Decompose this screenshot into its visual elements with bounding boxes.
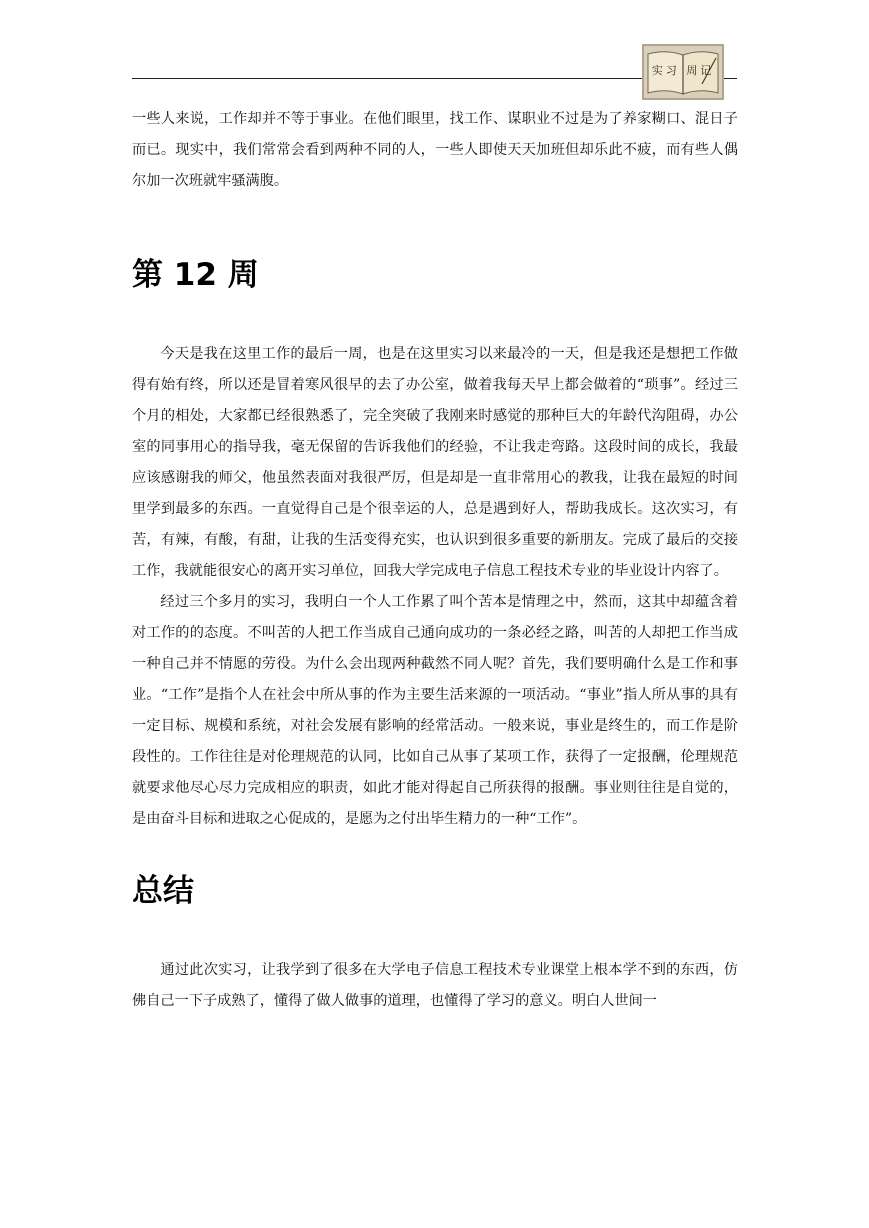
logo-text: 实习 周记 <box>651 64 715 77</box>
section-heading-summary: 总结 <box>132 873 194 909</box>
paragraph: 一些人来说，工作却并不等于事业。在他们眼里，找工作、谋职业不过是为了养家糊口、混日子而已。现实中，我们常常会看到两种不同的人，一些人即使天天加班但却乐此不疲，而有些人偶尔加一次班就牢骚满腹。 <box>132 111 738 189</box>
paragraph: 经过三个多月的实习，我明白一个人工作累了叫个苦本是情理之中，然而，这其中却蕴含着对工作的的态度。不叫苦的人把工作当成自己通向成功的一条必经之路，叫苦的人却把工作当成一种自己并不情愿的劳役。为什么会出现两种截然不同人呢？首先，我们要明确什么是工作和事业。“工作”是指个人在社会中所从事的作为主要生活来源的一项活动。“事业”指人所从事的具有一定目标、规模和系统，对社会发展有影响的经常活动。一般来说，事业是终生的，而工作是阶段性的。工作往往是对伦理规范的认同，比如自己从事了某项工作，获得了一定报酬，伦理规范就要求他尽心尽力完成相应的职责，如此才能对得起自己所获得的报酬。事业则往往是自觉的，是由奋斗目标和进取之心促成的，是愿为之付出毕生精力的一种“工作”。 <box>132 594 738 827</box>
document-body <box>132 104 738 1017</box>
paragraph: 今天是我在这里工作的最后一周，也是在这里实习以来最冷的一天，但是我还是想把工作做得有始有终，所以还是冒着寒风很早的去了办公室，做着我每天早上都会做着的“琐事”。经过三个月的相处，大家都已经很熟悉了，完全突破了我刚来时感觉的那种巨大的年龄代沟阻碍，办公室的同事用心的指导我，毫无保留的告诉我他们的经验，不让我走弯路。这段时间的成长，我最应该感谢我的师父，他虽然表面对我很严厉，但是却是一直非常用心的教我，让我在最短的时间里学到最多的东西。一直觉得自己是个很幸运的人，总是遇到好人，帮助我成长。这次实习，有苦，有辣，有酸，有甜，让我的生活变得充实，也认识到很多重要的新朋友。完成了最后的交接工作，我就能很安心的离开实习单位，回我大学完成电子信息工程技术专业的毕业设计内容了。 <box>132 346 738 579</box>
section-heading-week-12: 第 12 周 <box>132 257 259 293</box>
paragraph: 通过此次实习，让我学到了很多在大学电子信息工程技术专业课堂上根本学不到的东西，仿佛自己一下子成熟了，懂得了做人做事的道理，也懂得了学习的意义。明白人世间一 <box>132 962 738 1009</box>
book-logo-image <box>642 44 724 100</box>
